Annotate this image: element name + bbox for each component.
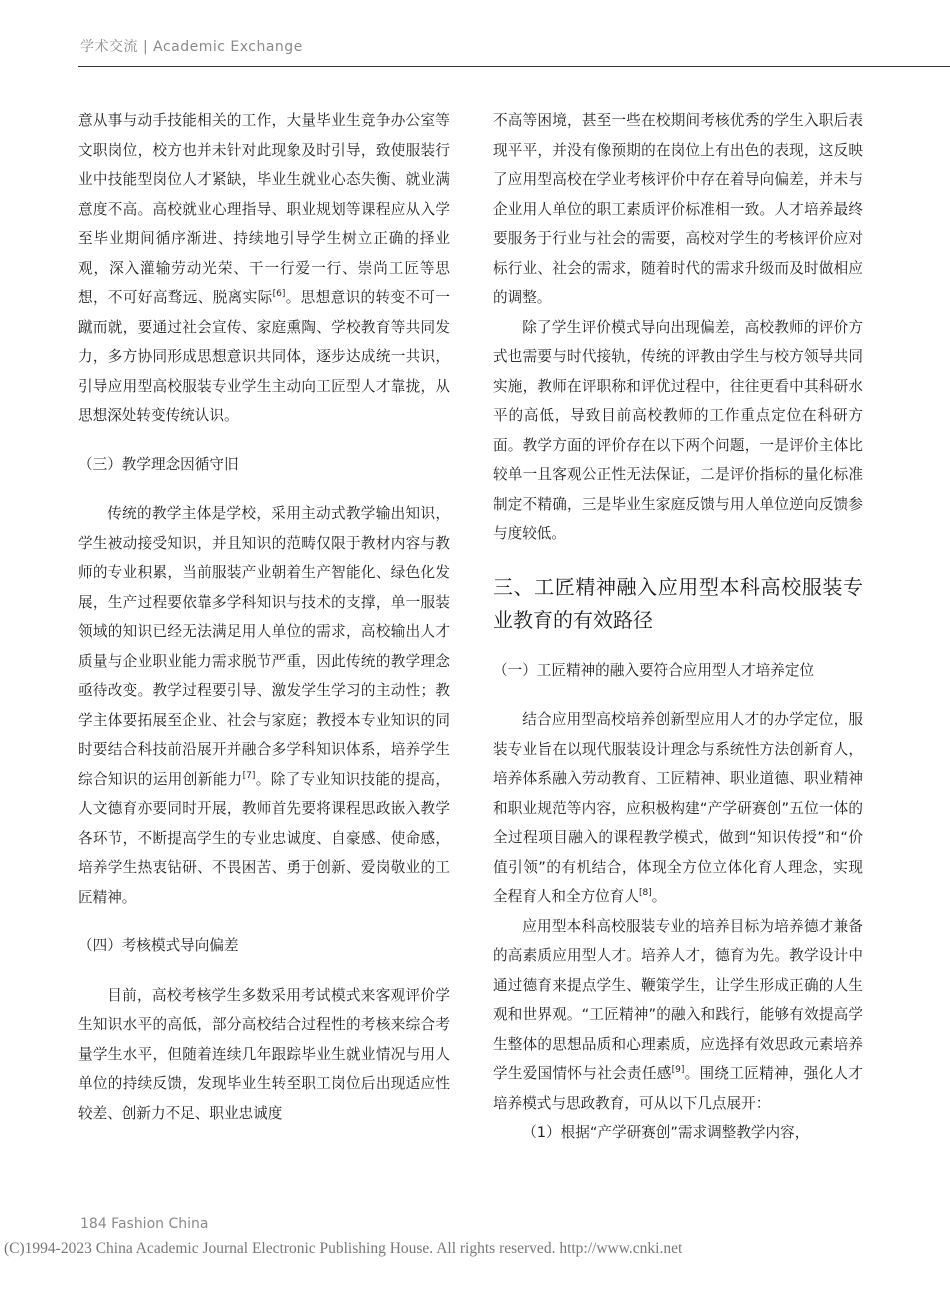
paragraph: 意从事与动手技能相关的工作，大量毕业生竞争办公室等文职岗位，校方也并未针对此现象及时引导，致使服装行业中技能型岗位人才紧缺，毕业生就业心态失衡、就业满意度不高。高校就业心理指导、职业规划等课程应从入学至毕业期间循序渐进、持续地引导学生树立正确的择业观，深入灌输劳动光荣、干一行爱一行、崇尚工匠等思想，不可好高骛远、脱离实际[6]。思想意识的转变不可一蹴而就，要通过社会宣传、家庭熏陶、学校教育等共同发力，多方协同形成思想意识共同体，逐步达成统一共识，引导应用型高校服装专业学生主动向工匠型人才靠拢，从思想深处转变传统认识。 (78, 112, 450, 424)
page-footer: 184 Fashion China (80, 1216, 209, 1232)
citation-ref[interactable]: [7] (242, 770, 256, 781)
right-column (493, 106, 863, 1148)
citation-ref[interactable]: [8] (638, 888, 652, 899)
header-divider (78, 66, 950, 67)
paragraph: 传统的教学主体是学校，采用主动式教学输出知识，学生被动接受知识，并且知识的范畴仅限于教材内容与教师的专业积累，当前服装产业朝着生产智能化、绿色化发展，生产过程要依靠多学科知识与技术的支撑，单一服装领域的知识已经无法满足用人单位的需求，高校输出人才质量与企业职业能力需求脱节严重，因此传统的教学理念亟待改变。教学过程要引导、激发学生学习的主动性；教学主体要拓展至企业、社会与家庭；教授本专业知识的同时要结合科技前沿展开并融合多学科知识体系，培养学生综合知识的运用创新能力[7]。除了专业知识技能的提高，人文德育亦要同时开展，教师首先要将课程思政嵌入教学各环节，不断提高学生的专业忠诚度、自豪感、使命感，培养学生热衷钻研、不畏困苦、勇于创新、爱岗敬业的工匠精神。 (78, 505, 450, 906)
subsection-heading: （三）教学理念因循守旧 (78, 455, 239, 473)
paragraph: 目前，高校考核学生多数采用考试模式来客观评价学生知识水平的高低，部分高校结合过程性的考核来综合考量学生水平，但随着连续几年跟踪毕业生就业情况与用人单位的持续反馈，发现毕业生转至职工岗位后出现适应性较差、创新力不足、职业忠诚度 (78, 986, 450, 1122)
paragraph: 不高等困境，甚至一些在校期间考核优秀的学生入职后表现平平，并没有像预期的在岗位上有出色的表现，这反映了应用型高校在学业考核评价中存在着导向偏差，并未与企业用人单位的职工素质评价标准相一致。人才培养最终要服务于行业与社会的需要，高校对学生的考核评价应对标行业、社会的需求，随着时代的需求升级而及时做相应的调整。 (493, 112, 863, 306)
running-header: 学术交流 | Academic Exchange (80, 39, 303, 55)
subsection-heading: （一）工匠精神的融入要符合应用型人才培养定位 (493, 661, 815, 679)
copyright-line: (C)1994-2023 China Academic Journal Electronic Publishing House. All rights reserved. http://www.cnki.net (4, 1240, 683, 1257)
paragraph: 应用型本科高校服装专业的培养目标为培养德才兼备的高素质应用型人才。培养人才，德育为先。教学设计中通过德育来提点学生、鞭策学生，让学生形成正确的人生观和世界观。“工匠精神”的融入和践行，能够有效提高学生整体的思想品质和心理素质，应选择有效思政元素培养学生爱国情怀与社会责任感[9]。围绕工匠精神，强化人才培养模式与思政教育，可从以下几点展开： (493, 917, 863, 1112)
subsection-heading: （四）考核模式导向偏差 (78, 937, 239, 954)
section-title: 三、工匠精神融入应用型本科高校服装专业教育的有效路径 (493, 574, 863, 632)
paragraph: 结合应用型高校培养创新型应用人才的办学定位，服装专业旨在以现代服装设计理念与系统性方法创新育人，培养体系融入劳动教育、工匠精神、职业道德、职业精神和职业规范等内容，应积极构建“产学研赛创”五位一体的全过程项目融入的课程教学模式，做到“知识传授”和“价值引领”的有机结合，体现全方位立体化育人理念，实现全程育人和全方位育人[8]。 (493, 711, 863, 905)
paragraph: （1）根据“产学研赛创”需求调整教学内容， (522, 1124, 810, 1141)
paragraph: 除了学生评价模式导向出现偏差，高校教师的评价方式也需要与时代接轨，传统的评教由学生与校方领导共同实施，教师在评职称和评优过程中，往往更看中其科研水平的高低，导致目前高校教师的工作重点定位在科研方面。教学方面的评价存在以下两个问题，一是评价主体比较单一且客观公正性无法保证，二是评价指标的量化标准制定不精确，三是毕业生家庭反馈与用人单位逆向反馈参与度较低。 (493, 318, 863, 542)
left-column (78, 106, 450, 1128)
citation-ref[interactable]: [9] (671, 1065, 685, 1076)
citation-ref[interactable]: [6] (272, 289, 286, 300)
